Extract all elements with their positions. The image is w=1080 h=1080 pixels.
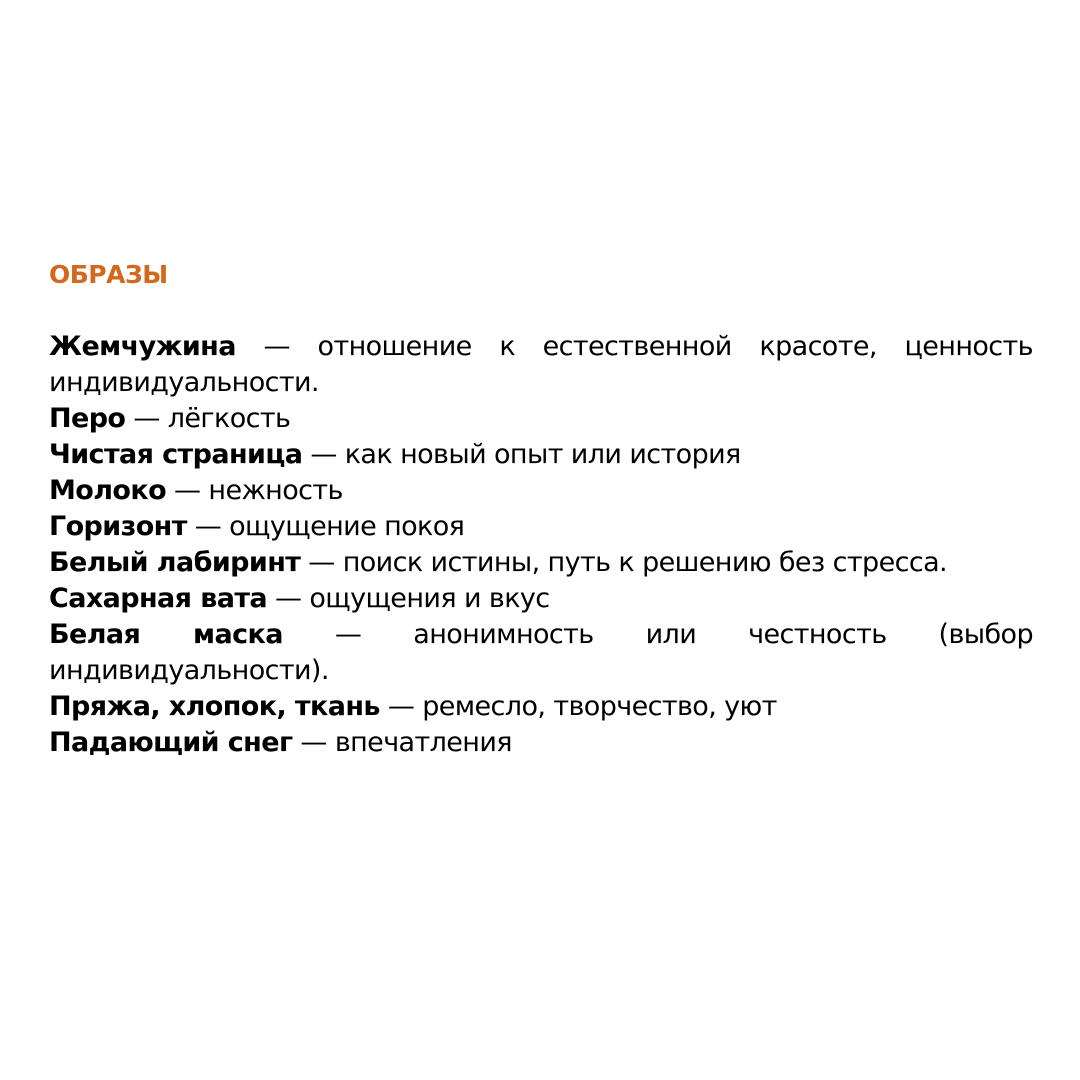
list-item-pearl: [49, 329, 1033, 401]
list-item-yarn: [49, 689, 1033, 725]
document-page: [49, 255, 1033, 761]
item-meaning: — ремесло, творчество, уют: [379, 691, 777, 722]
item-meaning: — как новый опыт или история: [302, 439, 741, 470]
item-term: Пряжа, хлопок, ткань: [49, 691, 380, 722]
item-meaning: — поиск истины, путь к решению без стресса.: [300, 547, 948, 578]
item-meaning: — впечатления: [292, 727, 512, 758]
list-item-labyrinth: [49, 545, 1033, 581]
list-item-horizon: [49, 509, 1033, 545]
list-item-milk: [49, 473, 1033, 509]
item-term: Чистая страница: [49, 439, 303, 470]
list-item-cotton-candy: [49, 581, 1033, 617]
item-meaning: — анонимность или честность (выбор индивидуальности).: [49, 619, 1033, 686]
item-term: Молоко: [49, 475, 167, 506]
item-term: Сахарная вата: [49, 583, 267, 614]
item-meaning: — нежность: [166, 475, 343, 506]
item-meaning: — лёгкость: [125, 403, 291, 434]
item-meaning: — ощущение покоя: [186, 511, 465, 542]
item-term: Белая маска: [49, 619, 283, 650]
list-item-feather: [49, 401, 1033, 437]
item-term: Белый лабиринт: [49, 547, 301, 578]
item-meaning: — ощущения и вкус: [266, 583, 550, 614]
item-term: Жемчужина: [49, 331, 236, 362]
item-meaning: — отношение к естественной красоте, ценность индивидуальности.: [49, 331, 1033, 398]
list-item-snow: [49, 725, 1033, 761]
item-term: Перо: [49, 403, 126, 434]
item-term: Горизонт: [49, 511, 187, 542]
page-title: ОБРАЗЫ: [49, 260, 168, 289]
list-item-blank-page: [49, 437, 1033, 473]
list-item-mask: [49, 617, 1033, 689]
symbol-list: [49, 329, 1033, 761]
item-term: Падающий снег: [49, 727, 293, 758]
